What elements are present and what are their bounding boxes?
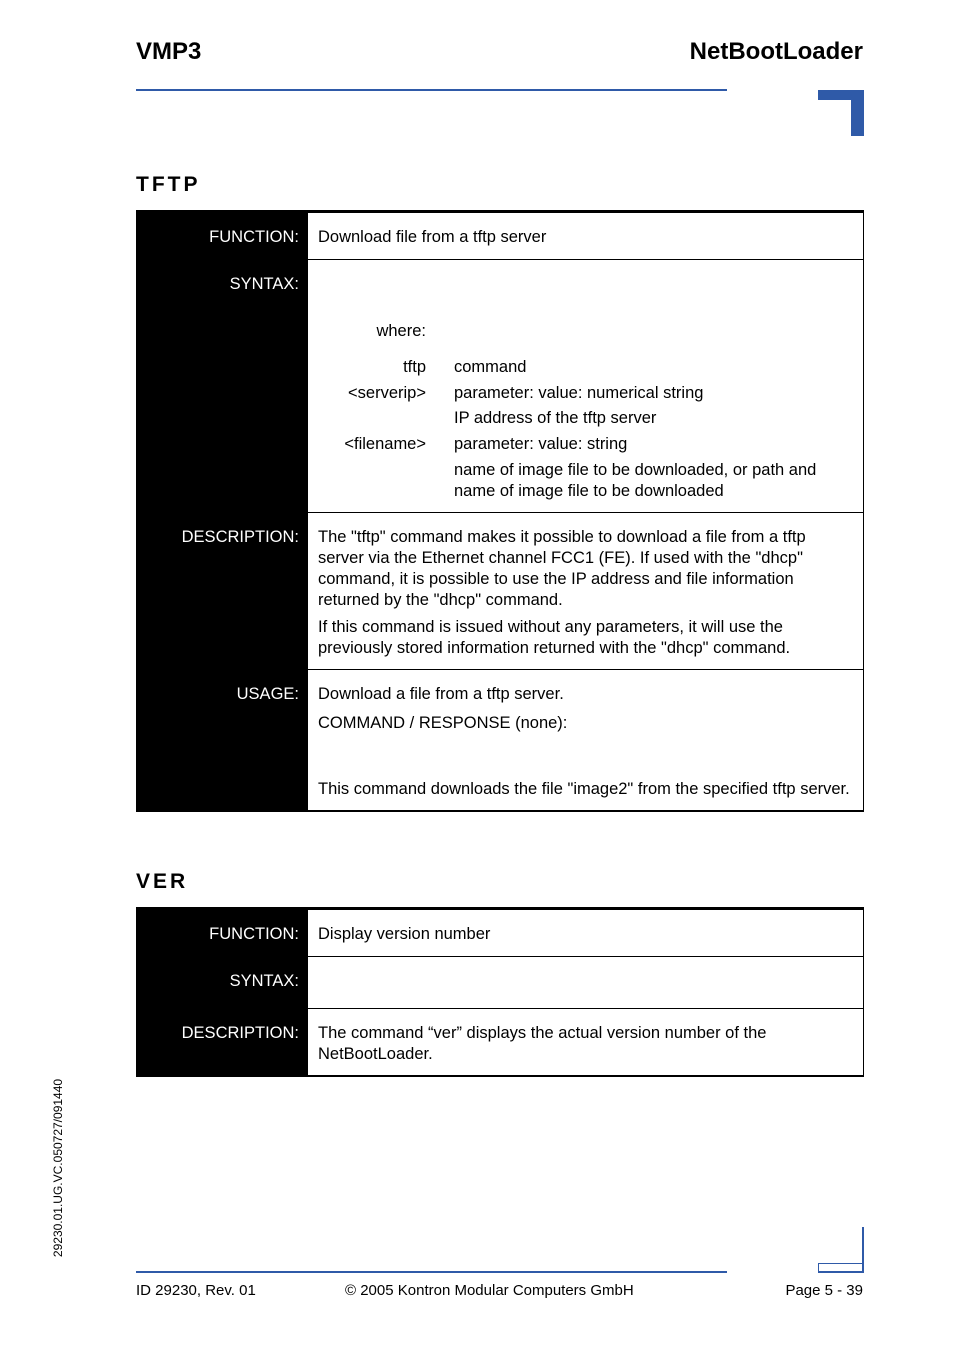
corner-mark-bottom-v — [862, 1227, 864, 1273]
usage-command-response: COMMAND / RESPONSE (none): — [318, 714, 568, 732]
ver-function-value: Display version number — [308, 909, 864, 957]
corner-mark-top-v — [851, 90, 864, 136]
tftp-command-table — [136, 210, 864, 812]
footer-doc-id: ID 29230, Rev. 01 — [136, 1282, 256, 1299]
footer-rule-right — [818, 1271, 864, 1273]
ver-syntax-value — [308, 957, 864, 1009]
tftp-syntax-label: SYNTAX: — [136, 260, 308, 513]
header-chapter: NetBootLoader — [689, 38, 863, 65]
header-product: VMP3 — [136, 38, 202, 65]
param-desc: parameter: value: string name of image file to be downloaded, or path and name of image file to be downloaded — [454, 435, 817, 500]
param-desc: command — [454, 358, 527, 376]
section-title-tftp: TFTP — [136, 173, 201, 196]
footer-copyright: © 2005 Kontron Modular Computers GmbH — [345, 1282, 634, 1299]
param-desc: parameter: value: numerical string IP address of the tftp server — [454, 384, 704, 427]
param-name: <filename> — [344, 435, 426, 453]
description-paragraph: The "tftp" command makes it possible to download a file from a tftp server via the Ethernet channel FCC1 (FE). If used with the "dhcp" command, it is possible to use the IP address and file information returned by the "dhcp" command. — [318, 528, 806, 609]
ver-description-value: The command “ver” displays the actual version number of the NetBootLoader. — [308, 1009, 864, 1077]
param-name: <serverip> — [348, 384, 426, 402]
usage-line: This command downloads the file "image2" from the specified tftp server. — [318, 780, 850, 798]
footer-page-number: Page 5 - 39 — [785, 1282, 863, 1299]
ver-command-table — [136, 907, 864, 1077]
description-paragraph: If this command is issued without any parameters, it will use the previously stored information returned with the "dhcp" command. — [318, 618, 791, 657]
ver-description-label: DESCRIPTION: — [136, 1009, 308, 1077]
tftp-function-label: FUNCTION: — [136, 212, 308, 260]
param-name: tftp — [403, 358, 426, 376]
tftp-usage-value — [308, 670, 864, 812]
ver-syntax-label: SYNTAX: — [136, 957, 308, 1009]
section-title-ver: VER — [136, 870, 189, 893]
where-label: where: — [376, 322, 426, 340]
header-rule — [136, 89, 727, 91]
tftp-function-value: Download file from a tftp server — [308, 212, 864, 260]
document-code: 29230.01.UG.VC.050727/091440 — [51, 1078, 65, 1258]
ver-function-label: FUNCTION: — [136, 909, 308, 957]
usage-line: Download a file from a tftp server. — [318, 685, 564, 703]
tftp-description-label: DESCRIPTION: — [136, 513, 308, 670]
tftp-usage-label: USAGE: — [136, 670, 308, 812]
syntax-where-list — [318, 321, 853, 502]
footer-rule — [136, 1271, 727, 1273]
tftp-syntax-value — [308, 260, 864, 513]
tftp-description-value — [308, 513, 864, 670]
